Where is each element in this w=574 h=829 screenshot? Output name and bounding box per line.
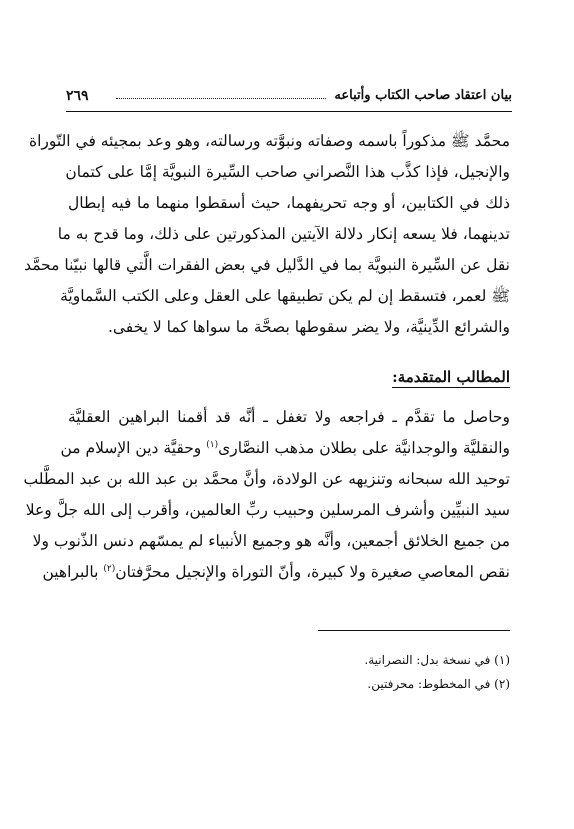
text-line: والإنجيل، فإذا كذَّب هذا النَّصراني صاحب السِّيرة النبويَّة إمَّا على كتمان	[65, 163, 510, 181]
footnote-1: (١) في نسخة بدل: النصرانية.	[364, 653, 510, 667]
text-line: تدينهما، فلا يسعه إنكار دلالة الآيتين المذكورتين على ذلك، وما قدح به ما	[57, 225, 510, 243]
paragraph-1	[24, 126, 510, 343]
text-line: نقل عن السِّيرة النبويَّة بما في الدَّليل في بعض الفقرات الَّتي قالها نبيّنا محمَّد	[24, 256, 510, 274]
text-segment: بالبراهين	[42, 563, 99, 581]
paragraph-2	[23, 402, 510, 588]
footnotes	[210, 648, 510, 696]
section-heading: المطالب المتقدمة:	[392, 368, 510, 386]
text-line	[42, 557, 510, 588]
footnote-marker-2: (٢)	[103, 563, 116, 574]
header-title: بيان اعتقاد صاحب الكتاب وأتباعه	[334, 88, 512, 103]
text-segment: نقص المعاصي صغيرة ولا كبيرة، وأنّ التوراة والإنجيل محرَّفتان	[115, 563, 510, 581]
text-line: سيد النبيِّين وأشرف المرسلين وحبيب ربِّ العالمين، وأقرب إلى الله جلَّ وعلا	[25, 501, 510, 519]
text-segment: والنقليَّة والوجدانيَّة على بطلان مذهب النصَّارى	[218, 439, 510, 457]
text-line: ذلك في الكتابين، أو وجه تحريفهما، حيث أسقطوا منهما ما فيه إبطال	[68, 194, 510, 212]
header-rule	[66, 111, 512, 112]
text-line: وحاصل ما تقدَّم ـ فراجعه ولا تغفل ـ أنَّه قد أقمنا البراهين العقليَّة	[68, 408, 510, 426]
text-line: من جميع الخلائق أجمعين، وأنَّه هو وجميع الأنبياء لم يمسّهم دنس الذّنوب ولا	[32, 532, 510, 550]
header-leader-dots	[116, 98, 326, 99]
text-line: محمَّد ﷺ مذكوراً باسمه وصفاته ونبوَّته ورسالته، وهو وعد بمجيئه في التّوراة	[28, 132, 510, 150]
text-line: والشرائع الدِّينيَّة، ولا يضر سقوطها بصحَّة ما سواها كما لا يخفى.	[107, 318, 510, 336]
text-segment: وحقيَّة دين الإسلام من	[60, 439, 202, 457]
footnote-rule	[318, 630, 510, 631]
footnote-marker-1: (١)	[206, 439, 219, 450]
text-line: توحيد الله سبحانه وتنزيهه عن الولادة، وأنَّ محمَّد بن عبد الله بن عبد المطَّلب	[23, 470, 510, 488]
footnote-2: (٢) في المخطوط: محرفتين.	[367, 677, 510, 691]
text-line: ﷺ لعمر، فتسقط إن لم يكن تطبيقها على العقل وعلى الكتب السَّماويَّة	[60, 287, 510, 305]
page-number: ٢٦٩	[66, 88, 89, 104]
text-line	[60, 433, 510, 464]
running-header	[66, 88, 512, 110]
